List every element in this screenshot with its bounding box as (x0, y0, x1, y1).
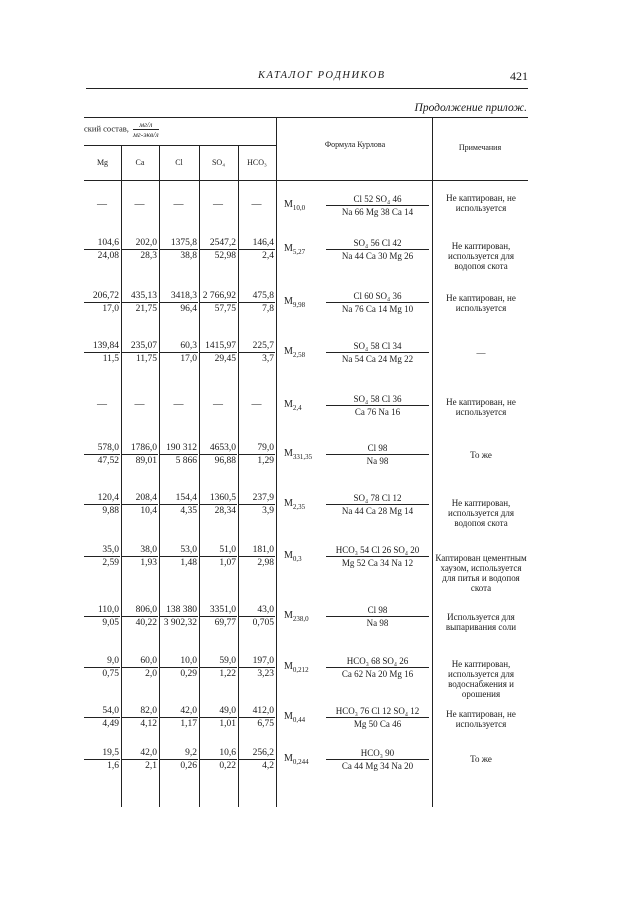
formula-fraction (326, 544, 429, 569)
value-cell (199, 492, 237, 517)
value-mg-per-l: 235,07 (121, 340, 158, 353)
value-mg-per-l: 475,8 (238, 290, 275, 303)
formula-cations: Mg 50 Ca 46 (353, 719, 402, 729)
formula-fraction (326, 655, 429, 680)
empty-cell-dash: — (134, 199, 145, 210)
col-header-mg: Mg (96, 158, 109, 167)
value-cell (199, 705, 237, 730)
mineralization-value: 10,0 (292, 204, 306, 212)
value-cell (199, 747, 237, 772)
value-mg-eq-per-l: 7,8 (262, 304, 274, 314)
value-mg-per-l: 79,0 (238, 442, 275, 455)
value-mg-eq-per-l: 2,98 (257, 558, 274, 568)
value-mg-eq-per-l: 52,98 (214, 251, 236, 261)
value-cell (121, 492, 158, 517)
formula-cations: Ca 62 Na 20 Mg 16 (341, 669, 414, 679)
value-cell (238, 290, 275, 315)
value-cell (84, 604, 120, 629)
formula-cations: Na 54 Ca 24 Mg 22 (341, 354, 414, 364)
value-mg-eq-per-l: 28,3 (140, 251, 157, 261)
col-header-so4: SO₄ (211, 158, 225, 167)
value-cell (121, 705, 158, 730)
value-cell (159, 290, 198, 315)
value-mg-per-l: 202,0 (121, 237, 158, 250)
notes-header: Примечания (458, 143, 502, 152)
row-note: Не каптирован, не используется (446, 709, 516, 729)
value-cell (238, 544, 275, 569)
col-header-cl: Cl (175, 158, 183, 167)
value-mg-per-l: 181,0 (238, 544, 275, 557)
value-mg-eq-per-l: 5 866 (175, 456, 197, 466)
value-mg-per-l: 104,6 (84, 237, 120, 250)
value-cell (238, 442, 275, 467)
continuation-label: Продолжение прилож. (414, 102, 527, 114)
value-mg-per-l: 237,9 (238, 492, 275, 505)
row-note: Не каптирован, не используется (446, 293, 516, 313)
value-mg-per-l: 59,0 (199, 655, 237, 668)
value-mg-per-l: 2547,2 (199, 237, 237, 250)
mineralization-value: 238,0 (292, 615, 309, 623)
value-mg-eq-per-l: 10,4 (140, 506, 157, 516)
value-mg-per-l: 19,5 (84, 747, 120, 760)
value-mg-per-l: 10,0 (159, 655, 198, 668)
formula-anions: HCO₃ 90 (326, 747, 429, 760)
formula-cations: Na 66 Mg 38 Ca 14 (341, 207, 414, 217)
value-mg-eq-per-l: 2,1 (145, 761, 157, 771)
row-note: — (476, 348, 486, 358)
value-mg-eq-per-l: 4,12 (140, 719, 157, 729)
value-mg-per-l: 206,72 (84, 290, 120, 303)
value-mg-eq-per-l: 3,7 (262, 354, 274, 364)
value-mg-eq-per-l: 4,2 (262, 761, 274, 771)
value-mg-eq-per-l: 1,07 (219, 558, 236, 568)
value-mg-per-l: 197,0 (238, 655, 275, 668)
formula-cations: Na 98 (366, 456, 389, 466)
formula-anions: HCO₃ 76 Cl 12 SO₄ 12 (326, 705, 429, 718)
value-cell (238, 747, 275, 772)
mineralization-value: 5,27 (292, 248, 306, 256)
value-mg-eq-per-l: 0,705 (252, 618, 274, 628)
formula-cations: Na 44 Ca 30 Mg 26 (341, 251, 414, 261)
value-cell (84, 655, 120, 680)
value-mg-per-l: 578,0 (84, 442, 120, 455)
kurlov-formula (284, 492, 432, 518)
col-header-hco3: HCO₃ (247, 158, 267, 167)
value-mg-eq-per-l: 4,49 (102, 719, 119, 729)
value-mg-eq-per-l: 89,01 (135, 456, 157, 466)
mineralization-value: 0,244 (292, 758, 309, 766)
value-cell (238, 705, 275, 730)
value-mg-per-l: 10,6 (199, 747, 237, 760)
value-mg-eq-per-l: 3 902,32 (163, 618, 197, 628)
formula-fraction (326, 747, 429, 772)
value-mg-eq-per-l: 96,4 (180, 304, 197, 314)
value-mg-per-l: 60,3 (159, 340, 198, 353)
table-top-rule (84, 117, 528, 118)
kurlov-formula (284, 544, 432, 570)
value-mg-per-l: 43,0 (238, 604, 275, 617)
formula-fraction (326, 340, 429, 365)
mineralization-value: 2,4 (292, 404, 302, 412)
formula-cations: Mg 52 Ca 34 Na 12 (341, 558, 414, 568)
value-cell (121, 237, 158, 262)
value-cell (199, 655, 237, 680)
value-mg-per-l: 3351,0 (199, 604, 237, 617)
formula-fraction (326, 705, 429, 730)
value-cell (159, 705, 198, 730)
row-note: Не каптирован, не используется (446, 397, 516, 417)
value-mg-per-l: 35,0 (84, 544, 120, 557)
value-cell (159, 237, 198, 262)
formula-anions: Cl 98 (326, 604, 429, 617)
composition-header (84, 120, 159, 139)
kurlov-formula (284, 747, 432, 773)
value-mg-eq-per-l: 38,8 (180, 251, 197, 261)
kurlov-formula (284, 655, 432, 681)
value-mg-eq-per-l: 4,35 (180, 506, 197, 516)
row-note: То же (470, 754, 492, 764)
formula-fraction (326, 237, 429, 262)
formula-fraction (326, 193, 429, 218)
empty-cell-dash: — (173, 399, 184, 410)
value-mg-per-l: 120,4 (84, 492, 120, 505)
value-mg-per-l: 138 380 (159, 604, 198, 617)
empty-cell-dash: — (213, 399, 223, 410)
value-mg-per-l: 190 312 (159, 442, 198, 455)
mineralization-value: 0,212 (292, 666, 309, 674)
mineralization: $M_{331,35}$ (284, 448, 313, 461)
value-cell (121, 290, 158, 315)
value-cell (199, 544, 237, 569)
col-header-ca: Ca (135, 158, 145, 167)
mineralization: $M_{2,4}$ (284, 399, 302, 412)
formula-anions: SO₄ 58 Cl 36 (326, 393, 429, 406)
value-mg-per-l: 9,0 (84, 655, 120, 668)
value-mg-eq-per-l: 21,75 (135, 304, 157, 314)
value-cell (159, 442, 198, 467)
formula-anions: HCO₃ 54 Cl 26 SO₄ 20 (326, 544, 429, 557)
value-mg-eq-per-l: 57,75 (214, 304, 236, 314)
formula-cations: Na 76 Ca 14 Mg 10 (341, 304, 414, 314)
formula-cations: Ca 44 Mg 34 Na 20 (341, 761, 414, 771)
value-cell (199, 237, 237, 262)
value-cell (121, 604, 158, 629)
value-mg-eq-per-l: 2,4 (262, 251, 274, 261)
value-mg-eq-per-l: 17,0 (102, 304, 119, 314)
value-mg-eq-per-l: 3,9 (262, 506, 274, 516)
value-cell (84, 747, 120, 772)
mineralization: $M_{0,212}$ (284, 661, 309, 674)
empty-cell-dash: — (213, 199, 223, 210)
value-mg-per-l: 110,0 (84, 604, 120, 617)
row-note: Не каптирован, не используется (446, 193, 516, 213)
value-mg-eq-per-l: 96,88 (214, 456, 236, 466)
value-cell (84, 237, 120, 262)
value-mg-per-l: 256,2 (238, 747, 275, 760)
mineralization-value: 0,44 (292, 716, 306, 724)
mineralization: $M_{9,98}$ (284, 296, 306, 309)
mineralization-value: 9,98 (292, 301, 306, 309)
value-cell (84, 340, 120, 365)
kurlov-formula (284, 442, 432, 468)
header-rule (86, 88, 528, 89)
kurlov-formula (284, 193, 432, 219)
value-cell (84, 492, 120, 517)
mineralization: $M_{0,3}$ (284, 550, 302, 563)
kurlov-formula (284, 340, 432, 366)
kurlov-formula (284, 290, 432, 316)
row-note: Не каптирован, используется для водоснабжения и орошения (448, 659, 514, 699)
kurlov-formula (284, 393, 432, 419)
value-mg-per-l: 154,4 (159, 492, 198, 505)
value-cell (159, 340, 198, 365)
value-mg-per-l: 60,0 (121, 655, 158, 668)
empty-cell-dash: — (134, 399, 145, 410)
value-mg-per-l: 225,7 (238, 340, 275, 353)
value-mg-eq-per-l: 17,0 (180, 354, 197, 364)
value-mg-per-l: 51,0 (199, 544, 237, 557)
formula-header: Формула Курлова (324, 140, 386, 149)
value-mg-per-l: 2 766,92 (199, 290, 237, 303)
mineralization-value: 2,58 (292, 351, 306, 359)
value-mg-per-l: 1415,97 (199, 340, 237, 353)
mineralization: $M_{10,0}$ (284, 199, 306, 212)
value-mg-eq-per-l: 1,17 (180, 719, 197, 729)
page-number: 421 (510, 69, 528, 83)
mineralization: $M_{238,0}$ (284, 610, 309, 623)
empty-cell-dash: — (97, 199, 107, 210)
value-mg-per-l: 53,0 (159, 544, 198, 557)
value-cell (199, 604, 237, 629)
row-note: Каптирован цементным хаузом, используется для питья и водопоя скота (435, 553, 527, 593)
value-mg-eq-per-l: 40,22 (135, 618, 157, 628)
row-note: То же (470, 450, 492, 460)
composition-label: ский состав, (84, 123, 129, 134)
value-mg-eq-per-l: 11,5 (102, 354, 119, 364)
kurlov-formula (284, 237, 432, 263)
value-cell (121, 747, 158, 772)
value-mg-eq-per-l: 1,29 (257, 456, 274, 466)
value-mg-eq-per-l: 9,88 (102, 506, 119, 516)
value-mg-per-l: 38,0 (121, 544, 158, 557)
value-mg-per-l: 1786,0 (121, 442, 158, 455)
mineralization-value: 2,35 (292, 503, 306, 511)
formula-anions: Cl 60 SO₄ 36 (326, 290, 429, 303)
value-mg-per-l: 412,0 (238, 705, 275, 718)
value-mg-per-l: 42,0 (121, 747, 158, 760)
value-mg-eq-per-l: 0,26 (180, 761, 197, 771)
formula-anions: Cl 98 (326, 442, 429, 455)
value-mg-per-l: 146,4 (238, 237, 275, 250)
value-cell (159, 544, 198, 569)
value-mg-eq-per-l: 1,48 (180, 558, 197, 568)
mineralization: $M_{0,44}$ (284, 711, 306, 724)
table-head-rule (84, 180, 528, 181)
value-mg-per-l: 435,13 (121, 290, 158, 303)
unit-numerator: мг/л (133, 120, 159, 130)
unit-denominator: мг-экв/л (133, 130, 159, 139)
value-cell (84, 544, 120, 569)
row-note: Не каптирован, используется для водопоя скота (448, 241, 514, 271)
formula-anions: HCO₃ 68 SO₄ 26 (326, 655, 429, 668)
value-mg-per-l: 9,2 (159, 747, 198, 760)
value-mg-per-l: 82,0 (121, 705, 158, 718)
value-mg-per-l: 806,0 (121, 604, 158, 617)
col-divider (276, 117, 277, 807)
value-cell (121, 442, 158, 467)
running-title: КАТАЛОГ РОДНИКОВ (258, 70, 386, 81)
mineralization: $M_{0,244}$ (284, 753, 309, 766)
value-mg-eq-per-l: 2,0 (145, 669, 157, 679)
value-cell (238, 340, 275, 365)
value-mg-per-l: 4653,0 (199, 442, 237, 455)
value-cell (199, 340, 237, 365)
formula-anions: SO₄ 56 Cl 42 (326, 237, 429, 250)
formula-anions: Cl 52 SO₄ 46 (326, 193, 429, 206)
empty-cell-dash: — (173, 199, 184, 210)
empty-cell-dash: — (97, 399, 107, 410)
value-cell (238, 492, 275, 517)
empty-cell-dash: — (251, 199, 262, 210)
kurlov-formula (284, 604, 432, 630)
value-cell (238, 237, 275, 262)
value-mg-per-l: 42,0 (159, 705, 198, 718)
value-mg-eq-per-l: 47,52 (97, 456, 119, 466)
value-mg-per-l: 3418,3 (159, 290, 198, 303)
formula-cations: Ca 76 Na 16 (354, 407, 401, 417)
value-cell (84, 705, 120, 730)
value-cell (84, 442, 120, 467)
value-cell (238, 655, 275, 680)
value-mg-per-l: 208,4 (121, 492, 158, 505)
formula-fraction (326, 290, 429, 315)
formula-cations: Na 98 (366, 618, 389, 628)
value-mg-eq-per-l: 1,22 (219, 669, 236, 679)
value-cell (159, 604, 198, 629)
mineralization-value: 331,35 (292, 453, 313, 461)
value-mg-per-l: 139,84 (84, 340, 120, 353)
value-mg-eq-per-l: 9,05 (102, 618, 119, 628)
row-note: Не каптирован, используется для водопоя скота (448, 498, 514, 528)
formula-anions: SO₄ 78 Cl 12 (326, 492, 429, 505)
value-mg-eq-per-l: 2,59 (102, 558, 119, 568)
value-cell (159, 655, 198, 680)
value-mg-eq-per-l: 11,75 (135, 354, 157, 364)
formula-fraction (326, 442, 429, 467)
value-cell (121, 340, 158, 365)
kurlov-formula (284, 705, 432, 731)
value-mg-per-l: 49,0 (199, 705, 237, 718)
mineralization: $M_{2,35}$ (284, 498, 306, 511)
col-divider (432, 117, 433, 807)
mineralization-value: 0,3 (292, 555, 302, 563)
unit-fraction (133, 120, 159, 139)
value-cell (84, 290, 120, 315)
value-mg-per-l: 1360,5 (199, 492, 237, 505)
formula-cations: Na 44 Ca 28 Mg 14 (341, 506, 414, 516)
value-cell (238, 604, 275, 629)
value-cell (159, 492, 198, 517)
empty-cell-dash: — (251, 399, 262, 410)
subhead-rule (84, 145, 276, 146)
value-mg-eq-per-l: 0,75 (102, 669, 119, 679)
value-mg-eq-per-l: 1,6 (107, 761, 119, 771)
formula-anions: SO₄ 58 Cl 34 (326, 340, 429, 353)
formula-fraction (326, 393, 429, 418)
value-mg-eq-per-l: 1,93 (140, 558, 157, 568)
formula-fraction (326, 604, 429, 629)
value-cell (121, 544, 158, 569)
row-note: Используется для выпаривания соли (445, 612, 517, 632)
value-cell (199, 290, 237, 315)
value-mg-eq-per-l: 3,23 (257, 669, 274, 679)
value-mg-eq-per-l: 24,08 (97, 251, 119, 261)
value-mg-eq-per-l: 28,34 (214, 506, 236, 516)
value-mg-eq-per-l: 0,29 (180, 669, 197, 679)
value-mg-per-l: 1375,8 (159, 237, 198, 250)
value-mg-per-l: 54,0 (84, 705, 120, 718)
value-mg-eq-per-l: 1,01 (219, 719, 236, 729)
value-cell (121, 655, 158, 680)
value-mg-eq-per-l: 0,22 (219, 761, 236, 771)
mineralization: $M_{5,27}$ (284, 243, 306, 256)
formula-fraction (326, 492, 429, 517)
value-mg-eq-per-l: 6,75 (257, 719, 274, 729)
value-mg-eq-per-l: 29,45 (214, 354, 236, 364)
value-cell (159, 747, 198, 772)
value-cell (199, 442, 237, 467)
value-mg-eq-per-l: 69,77 (214, 618, 236, 628)
mineralization: $M_{2,58}$ (284, 346, 306, 359)
